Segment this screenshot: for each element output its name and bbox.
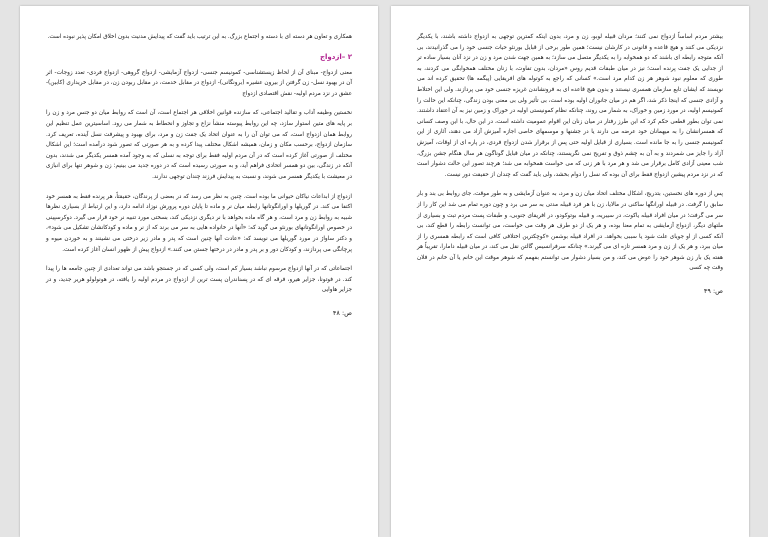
right-page: [391, 6, 749, 537]
left-page-number: ص: ۴۸: [332, 308, 352, 317]
left-page: [20, 6, 378, 537]
left-paragraph-1: معنی ازدواج- مبنای آن از لحاظ زیستشناسی- کمونیسم جنسی- ازدواج آزمایشی- ازدواج گروهی- ازدواج فردی- تعدد زوجات- اثر آن در بهبود نسل- زن گرفتن از بیرون عشیره (برونگانی)- ازدواج در مقابل خدمت، در مقابل ربودن زن، در مقابل خریداری (کابین)- عشق در نزد مردم اولیه- نقش اقتصادی ازدواج: [46, 69, 352, 97]
left-intro-paragraph: همکاری و تعاون هر دسته ای با دسته و اجتماع بزرگ. به این ترتیب باید گفت که پیدایش مدنیت بدون اخلاق امکان پذیر نبوده است.: [47, 34, 352, 40]
chapter-heading: ۲ –ازدواج: [319, 52, 352, 61]
left-paragraph-2: نخستین وظیفه آداب و تقالید اجتماعی، که سازنده قوانین اخلاقی هر اجتماع است، آن است که روابط میان دو جنس مرد و زن را بر پایه های متین استوار سازد، چه این روابط پیوسته منشأ نزاع و تجاوز و انحطاط به شمار می رود. اساسیترین عمل تنظیم این روابط همان ازدواج است، که می توان آن را به عنوان اتحاد یک جفت زن و مرد، برای بهبود و پیشرفت نسل آینده، تعریف کرد. سازمان ازدواج، برحسب مکان و زمان، همیشه اشکال مختلف پیدا کرده و به هر صورتی که تصور شود درآمده است؛ این اشکال مختلف از صورتی آغاز کرده است که در آن مردم اولیه فقط برای توجه به نسلی که به وجود آمده همسر یکدیگر می شدند، بدون آنکه در زندگی، بین دو همسر اتحادی فراهم آید، و به صورتی رسیده است که در دوره جدید می بینیم: زن و شوهر تنها برای انبازی در معیشت با یکدیگر همسر می شوند، و نسبت به پیدایش فرزند چندان توجهی ندارند.: [46, 110, 352, 180]
right-page-number: ص: ۴۹: [703, 287, 723, 296]
left-paragraph-4: اجتماعاتی که در آنها ازدواج مرسوم نباشد بسیار کم است، ولی کسی که در جستجو باشد می تواند تعدادی از چنین جامعه ها را پیدا کند. در فوتونا، جزایر هیرو، فرقه ای که در پسناندران پست ترین از ازدواج در مردم اولیه را یافته، در هونولولو هریر جدید، و در جزایر هاوایی: [46, 266, 352, 294]
right-paragraph-1: بیشتر مردم اساساً ازدواج نمی کنند؛ مردان قبیله لوبو، زن و مرد، بدون اینکه کمترین توجهی به ازدواج داشته باشند، با یکدیگر نزدیکی می کنند و هیچ قاعده و قانونی در کارشان نیست؛ همین طور برخی از قبایل بورنئو حیات جنسی خود را می گذرانیدند، بی آنکه متوجه رابطه ای باشند که دو همخوابه را به یکدیگر متصل می سازد؛ به همین جهت شدن مرد و زن در نزد آنان بسیار ساده تر از جدایی یک جفت پرنده است؛ نیز در میان طبقات قدیم روس «مردان، بدون تفاوت، با زنان مختلف همخوابگی می کردند، به طوری که معلوم نبود شوهر هر زن کدام مرد است.» کسانی که راجع به کوتوله های افریقایی (پیگمه ها) تحقیق کرده اند می نویسند که ایشان تابع سازمان همسری نیستند و بدون هیچ قاعده ای به فرونشاندن غریزه جنسی خود می پردازند. ولی این اختلاط و آزادی جنسی که اینجا ذکر شد، اگر هم در میان جانوران اولیه بوده است، بی تأثیر ولی بی معنی بودن زندگی، چنانکه این حالت را کمونیسم اولیه، در مورد زمین و خوراک، به شمار می روند، چنانکه نظام کمونیستی اولیه در خوراک و زمین نیز به آن اعتقاد داشتند. نمی توان بطور قطعی حکم کرد که این طرز رفتار در میان زنان این اقوام عمومیت داشته است، در این حال، با این وصف کسانی که همسرانشان را به میهمانان خود عرضه می دارند یا در جشنها و موسمهای خاصی اجازه آمیزش آزاد می دهند، آثاری از این کمونیسم جنسی را به جا مانده است. بسیاری از قبایل اولیه حتی پس از برقرار شدن ازدواج فردی، در پاره ای از اوقات، آمیزش آزاد را جایز می شمردند و به آن به چشم ذوق و تفریح نمی نگریستند، چنانکه در میان قبایل گوناگون هر سال هنگام جشن بزرگ، شب معینی آزادی کامل برقرار می شد و هر مرد با هر زنی که می خواست همخوابه می شد؛ هرچند تصور این حالت دشوار است که در نزد مردم پیشین ازدواج فقط برای آن بوده که نسل را دوام بخشد، ولی باید گفت که چندان از حقیقت دور نیست.: [417, 34, 723, 178]
left-paragraph-3: ازدواج از ابداعات نیاکان حیوانی ما بوده است. چنین به نظر می رسد که در بعضی از پرندگان، حقیقتاً، هر پرنده فقط به همسر خود اکتفا می کند. در گوریلها و اورانگوتانها رابطه میان نر و ماده تا پایان دوره پرورش نوزاد ادامه دارد، و این ارتباط از بسیاری نظرها شبیه به روابط زن و مرد است، و هر گاه ماده بخواهد با نر دیگری نزدیکی کند، بسختی مورد تنبیه نر خود قرار می گیرد. دوکرسپینی در خصوص اورانگوتانهای بورنئو می گوید که: «آنها در خانواده هایی به سر می برند که از نر و ماده و کودکانشان تشکیل می شود»، و دکتر ساواژ در مورد گوریلها می نویسد که: «عادت آنها چنین است که پدر و مادر زیر درختی می نشینند و به خوردن میوه و پرچانگی می پردازند، و کودکان دور و بر پدر و مادر در درختها جستن می کنند.» ازدواج پیش از ظهور انسان آغاز کرده است.: [46, 193, 352, 253]
right-paragraph-2: پس از دوره های نخستین، بتدریج، اشکال مختلف اتحاد میان زن و مرد، به عنوان آزمایشی و به طور موقت، جای روابط بی بند و بار سابق را گرفت. در قبیله اورانگها ساکنی در مالایا، زن با هر فرد قبیله مدتی به سر می برد و چون دوره تمام می شد این کار را از سر می گرفت؛ در میان افراد قبیله یاکوت، در سیبریه، و قبیله بوتوکودو، در افریقای جنوبی، و طبقات پست مردم تبت و بسیاری از ملتهای دیگر، ازدواج آزمایشی به تمام معنا بوده، و هر یک از دو طرف هر وقت می خواست، می توانست رابطه را قطع کند، بی آنکه کسی از او جویای علت شود یا سببی بخواهد. در افراد قبیله بوشمن «کوچکترین اختلافی کافی است که رابطه همسری را از میان ببرد، و هر یک از زن و مرد همسر تازه ای می گیرند.» چنانکه سرفرانسیس گالتن نقل می کند، در میان قبیله دامارا، تقریباً هر هفته یک بار زن شوهر خود را عوض می کند، و من بسیار دشوار می توانستم بفهمم که شوهر موقت این خانم یا آن خانم در فلان وقت چه کسی: [417, 191, 723, 272]
